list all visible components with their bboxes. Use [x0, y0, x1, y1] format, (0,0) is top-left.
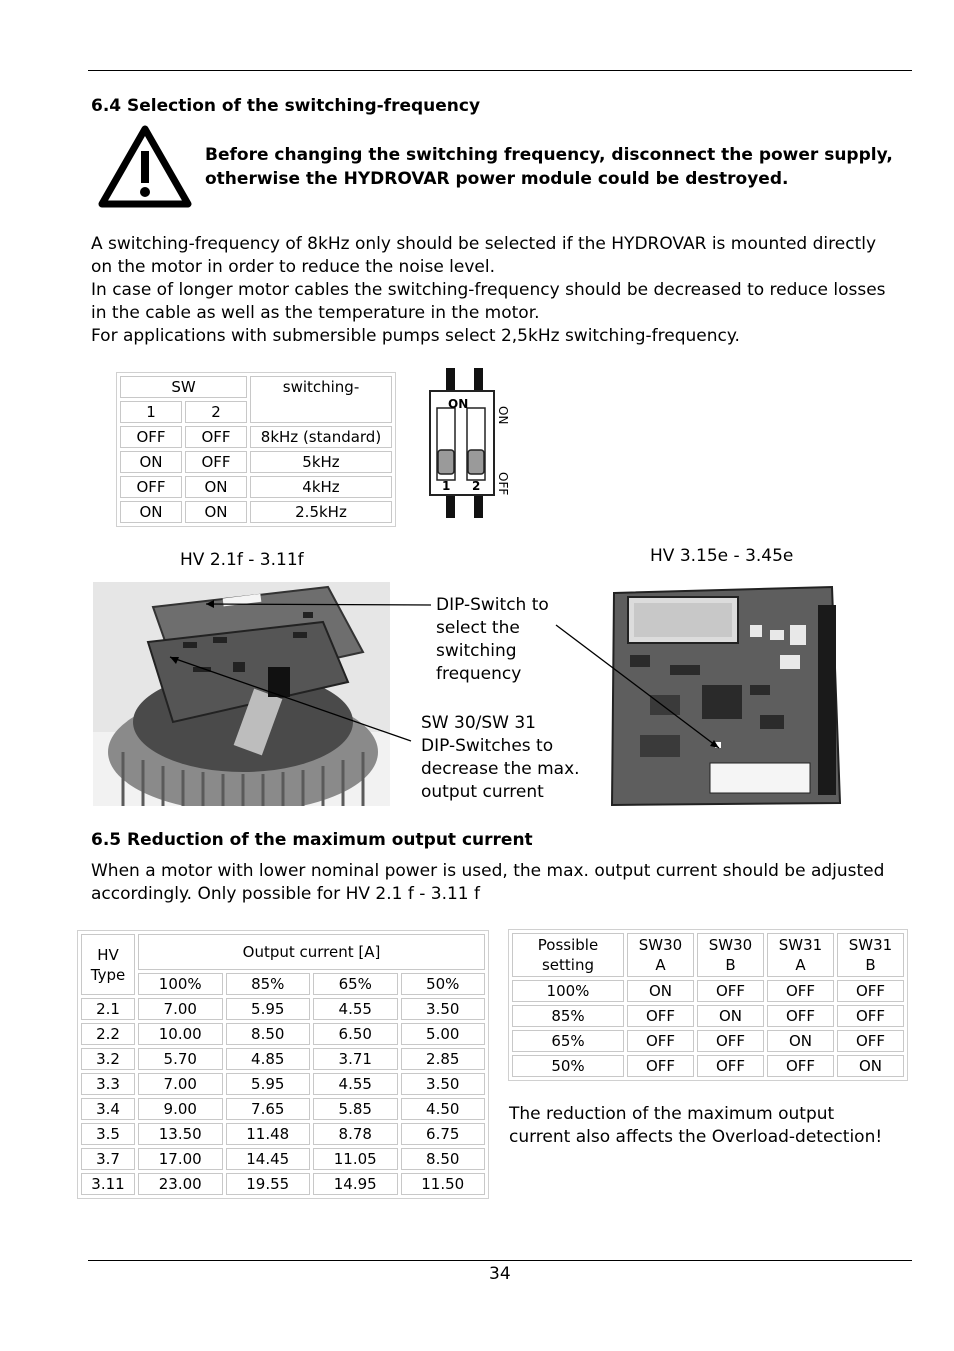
table-row: [512, 980, 904, 1002]
table-cell: OFF: [185, 426, 247, 448]
table-cell: ON: [837, 1055, 904, 1077]
header-line: SW31: [778, 936, 823, 954]
table-cell: 2.5kHz: [250, 501, 392, 523]
table-cell: 3.50: [401, 1073, 486, 1095]
table-cell: 5.95: [226, 1073, 311, 1095]
table-row: [81, 998, 485, 1020]
table-cell: 100%: [512, 980, 624, 1002]
label-line: DIP-Switches to: [421, 736, 554, 756]
sw30b-header: [697, 933, 764, 977]
page-number: 34: [489, 1264, 511, 1284]
table-cell: 3.50: [401, 998, 486, 1020]
header-line: HV: [97, 945, 119, 964]
header-line: setting: [541, 956, 594, 974]
left-photo-caption: HV 2.1f - 3.11f: [180, 550, 304, 570]
table-row: [81, 1073, 485, 1095]
table-row: [512, 1005, 904, 1027]
table-cell: 65%: [512, 1030, 624, 1052]
label-line: decrease the max.: [421, 759, 580, 779]
table-cell: 3.2: [81, 1048, 135, 1070]
table-cell: 8kHz (standard): [250, 426, 392, 448]
sw-header: SW: [120, 376, 247, 398]
label-line: DIP-Switch to: [436, 595, 549, 615]
table-cell: 9.00: [138, 1098, 223, 1120]
warning-line-1: Before changing the switching frequency, disconnect the power supply,: [205, 145, 893, 165]
sw31a-header: [767, 933, 834, 977]
table-cell: 3.5: [81, 1123, 135, 1145]
dip-side-on: ON: [496, 406, 510, 425]
table-cell: OFF: [120, 476, 182, 498]
table-cell: 7.65: [226, 1098, 311, 1120]
overload-note: [509, 1103, 882, 1149]
table-cell: OFF: [767, 980, 834, 1002]
table-cell: 13.50: [138, 1123, 223, 1145]
table-cell: 4kHz: [250, 476, 392, 498]
percent-header: 100%: [138, 973, 223, 995]
table-cell: 6.50: [313, 1023, 398, 1045]
table-cell: 4.55: [313, 998, 398, 1020]
table-cell: 50%: [512, 1055, 624, 1077]
header-line: B: [725, 956, 736, 974]
table-cell: 10.00: [138, 1023, 223, 1045]
warning-line-2: otherwise the HYDROVAR power module could be destroyed.: [205, 169, 789, 189]
note-line: The reduction of the maximum output: [509, 1104, 835, 1124]
table-cell: 2.2: [81, 1023, 135, 1045]
table-cell: OFF: [837, 980, 904, 1002]
table-cell: 5.85: [313, 1098, 398, 1120]
table-cell: ON: [120, 451, 182, 473]
table-cell: 11.48: [226, 1123, 311, 1145]
output-current-header: Output current [A]: [138, 934, 485, 970]
table-cell: OFF: [767, 1055, 834, 1077]
table-row: [81, 1098, 485, 1120]
table-row: [81, 1148, 485, 1170]
label-line: SW 30/SW 31: [421, 713, 536, 733]
para-line: For applications with submersible pumps select 2,5kHz switching-frequency.: [91, 326, 740, 346]
table-cell: 5.70: [138, 1048, 223, 1070]
table-cell: ON: [697, 1005, 764, 1027]
dip-on-label: ON: [448, 397, 469, 411]
switching-header: switching-: [250, 376, 392, 423]
table-cell: ON: [185, 476, 247, 498]
header-line: SW30: [708, 936, 753, 954]
table-cell: 3.4: [81, 1098, 135, 1120]
para-line: A switching-frequency of 8kHz only should be selected if the HYDROVAR is mounted directly: [91, 234, 877, 254]
right-photo-caption: HV 3.15e - 3.45e: [650, 546, 794, 566]
table-cell: 3.11: [81, 1173, 135, 1195]
table-cell: 7.00: [138, 998, 223, 1020]
table-cell: 4.85: [226, 1048, 311, 1070]
section-heading-6-4: 6.4 Selection of the switching-frequency: [91, 96, 481, 116]
table-cell: 4.55: [313, 1073, 398, 1095]
setting-header: [512, 933, 624, 977]
sw30-sw31-label: [421, 712, 580, 804]
table-cell: OFF: [185, 451, 247, 473]
table-cell: OFF: [120, 426, 182, 448]
dip-side-off: OFF: [496, 472, 510, 496]
table-cell: OFF: [837, 1005, 904, 1027]
table-row: [81, 1048, 485, 1070]
table-cell: 6.75: [401, 1123, 486, 1145]
para-line: When a motor with lower nominal power is used, the max. output current should be adjusted: [91, 861, 885, 881]
table-row: [512, 1030, 904, 1052]
header-line: B: [865, 956, 876, 974]
para-line: in the cable as well as the temperature in the motor.: [91, 303, 540, 323]
table-cell: ON: [120, 501, 182, 523]
possible-setting-table: [508, 929, 908, 1081]
table-row: [81, 1173, 485, 1195]
table-cell: 4.50: [401, 1098, 486, 1120]
percent-header: 85%: [226, 973, 311, 995]
table-cell: 5kHz: [250, 451, 392, 473]
para-line: on the motor in order to reduce the noise level.: [91, 257, 496, 277]
label-line: output current: [421, 782, 544, 802]
table-cell: 8.78: [313, 1123, 398, 1145]
table-cell: OFF: [697, 1055, 764, 1077]
table-cell: 5.95: [226, 998, 311, 1020]
table-cell: OFF: [767, 1005, 834, 1027]
table-cell: 14.95: [313, 1173, 398, 1195]
section-heading-6-5: 6.5 Reduction of the maximum output current: [91, 830, 533, 850]
hv-type-header: [81, 934, 135, 995]
header-line: A: [795, 956, 806, 974]
table-cell: 8.50: [226, 1023, 311, 1045]
dip-num-2: 2: [472, 479, 481, 493]
header-line: Type: [90, 965, 126, 984]
table-cell: OFF: [837, 1030, 904, 1052]
table-cell: 85%: [512, 1005, 624, 1027]
table-cell: 14.45: [226, 1148, 311, 1170]
label-line: frequency: [436, 664, 522, 684]
table-row: [81, 1023, 485, 1045]
table-cell: 3.3: [81, 1073, 135, 1095]
table-cell: 19.55: [226, 1173, 311, 1195]
table-cell: 2.1: [81, 998, 135, 1020]
sw31b-header: [837, 933, 904, 977]
table-cell: 11.50: [401, 1173, 486, 1195]
table-cell: 7.00: [138, 1073, 223, 1095]
dip-num-1: 1: [442, 479, 451, 493]
table-cell: 17.00: [138, 1148, 223, 1170]
sw-sub-2: 2: [185, 401, 247, 423]
table-row: [512, 1055, 904, 1077]
percent-header: 50%: [401, 973, 486, 995]
table-cell: 2.85: [401, 1048, 486, 1070]
sw-sub-1: 1: [120, 401, 182, 423]
table-cell: 5.00: [401, 1023, 486, 1045]
percent-header: 65%: [313, 973, 398, 995]
table-cell: OFF: [697, 980, 764, 1002]
table-cell: 3.7: [81, 1148, 135, 1170]
bottom-rule: [88, 1260, 912, 1261]
section-6-5-paragraph: [91, 860, 911, 906]
header-line: SW30: [638, 936, 683, 954]
table-cell: OFF: [697, 1030, 764, 1052]
table-cell: OFF: [627, 1055, 694, 1077]
table-cell: 23.00: [138, 1173, 223, 1195]
dip-switch-label: [436, 594, 549, 686]
table-cell: ON: [767, 1030, 834, 1052]
table-cell: 11.05: [313, 1148, 398, 1170]
header-line: SW31: [848, 936, 893, 954]
header-line: Possible: [537, 936, 599, 954]
table-cell: 3.71: [313, 1048, 398, 1070]
table-cell: OFF: [627, 1030, 694, 1052]
current-table-body: [81, 998, 485, 1195]
label-line: switching: [436, 641, 517, 661]
table-cell: 8.50: [401, 1148, 486, 1170]
table-cell: OFF: [627, 1005, 694, 1027]
note-line: current also affects the Overload-detection!: [509, 1127, 883, 1147]
sw30a-header: [627, 933, 694, 977]
para-line: accordingly. Only possible for HV 2.1 f - 3.11 f: [91, 884, 480, 904]
table-cell: ON: [627, 980, 694, 1002]
header-line: A: [655, 956, 666, 974]
para-line: In case of longer motor cables the switching-frequency should be decreased to reduce losses: [91, 280, 886, 300]
label-line: select the: [436, 618, 520, 638]
table-row: [81, 1123, 485, 1145]
output-current-table: [77, 930, 489, 1199]
table-cell: ON: [185, 501, 247, 523]
